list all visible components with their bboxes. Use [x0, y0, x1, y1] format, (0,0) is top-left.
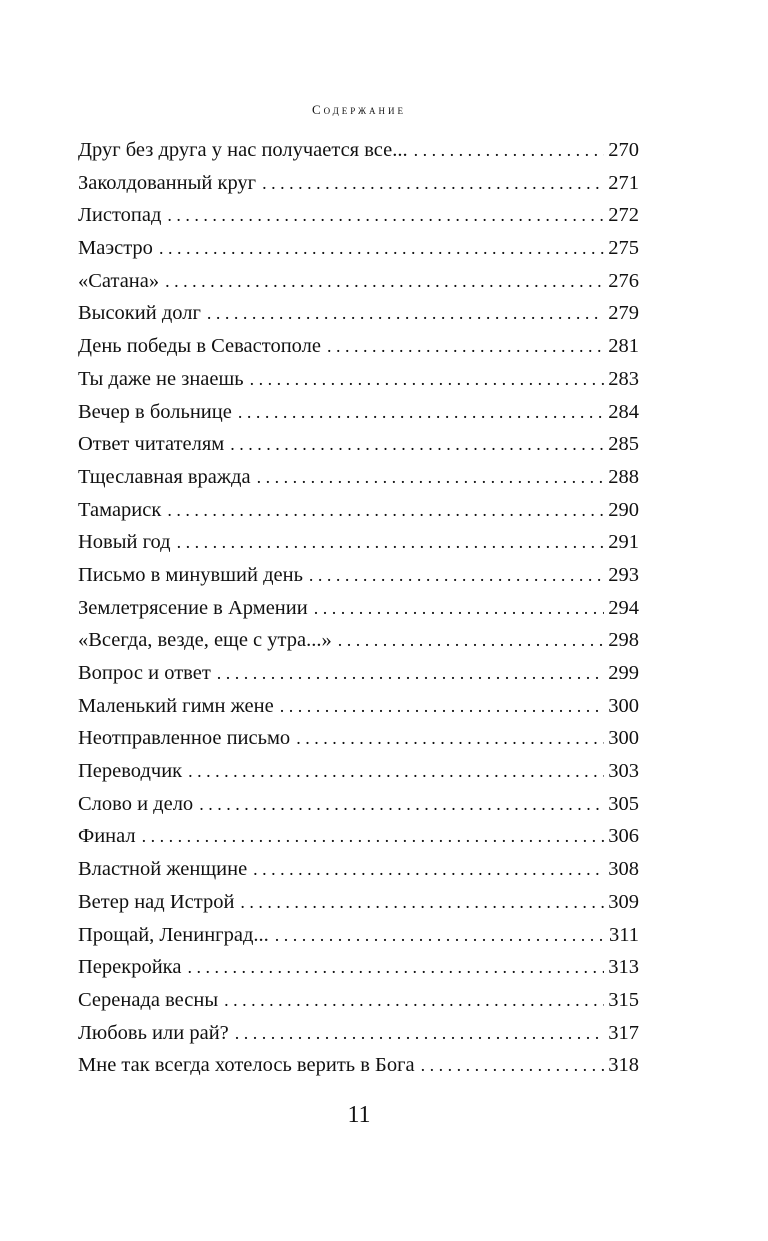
toc-entry-title: Маэстро	[78, 237, 153, 260]
toc-entry	[78, 1017, 639, 1050]
toc-entry-page: 270	[608, 139, 639, 161]
toc-entry-title: Ответ читателям	[78, 433, 225, 456]
toc-dot-leader	[159, 232, 604, 265]
toc-entry-page: 303	[608, 760, 639, 783]
toc-entry	[78, 755, 639, 788]
toc-entry-page: 285	[608, 433, 639, 456]
toc-entry-title: День победы в Севастополе	[78, 335, 321, 358]
toc-entry-page: 300	[608, 694, 639, 717]
toc-entry-page: 279	[608, 302, 639, 325]
toc-entry-page: 271	[608, 171, 639, 194]
toc-entry-title: Листопад	[78, 204, 162, 227]
toc-dot-leader	[235, 1017, 604, 1050]
toc-entry-title: Маленький гимн жене	[78, 694, 274, 717]
toc-entry-title: Письмо в минувший день	[78, 563, 303, 586]
toc-dot-leader	[177, 526, 605, 559]
toc-entry	[78, 363, 639, 396]
toc-dot-leader	[199, 788, 604, 821]
toc-entry-page: 313	[608, 956, 639, 979]
toc-entry-page: 290	[608, 498, 639, 521]
toc-entry	[78, 1049, 639, 1082]
toc-dot-leader	[142, 820, 605, 853]
toc-entry	[78, 494, 639, 527]
toc-dot-leader	[296, 722, 604, 755]
toc-entry-page: 293	[608, 563, 639, 586]
toc-entry	[78, 526, 639, 559]
toc-entry	[78, 657, 639, 690]
toc-entry	[78, 886, 639, 919]
running-header: Содержание	[311, 102, 407, 117]
toc-entry-page: 306	[608, 825, 639, 848]
toc-entry-title: Вопрос и ответ	[78, 662, 211, 684]
page-number: 11	[347, 1102, 371, 1128]
toc-entry	[78, 690, 639, 723]
toc-entry-page: 272	[608, 204, 639, 227]
toc-entry	[78, 722, 639, 755]
toc-dot-leader	[217, 657, 604, 690]
toc-entry	[78, 167, 639, 200]
toc-entry-page: 276	[608, 269, 639, 292]
toc-entry-page: 284	[608, 400, 639, 423]
toc-entry-title: Мне так всегда хотелось верить в Бога	[78, 1054, 415, 1077]
toc-entry-title: Слово и дело	[78, 792, 194, 815]
toc-entry	[78, 265, 639, 298]
toc-dot-leader	[275, 919, 605, 952]
toc-entry-page: 275	[608, 237, 639, 260]
toc-entry	[78, 396, 639, 429]
toc-entry-page: 294	[608, 596, 639, 619]
toc-entry-page: 318	[608, 1054, 639, 1077]
toc-entry-title: Перекройка	[78, 956, 182, 979]
toc-entry-title: Неотправленное письмо	[78, 727, 291, 750]
toc-entry-page: 283	[608, 367, 639, 390]
toc-entry-title: Тамариск	[78, 498, 162, 521]
toc-entry	[78, 984, 639, 1017]
toc-entry-title: Заколдованный круг	[78, 171, 257, 194]
toc-entry-page: 315	[608, 988, 639, 1011]
toc-dot-leader	[165, 265, 604, 298]
toc-entry-page: 300	[608, 727, 639, 750]
toc-dot-leader	[167, 199, 604, 232]
toc-dot-leader	[187, 951, 604, 984]
toc-entry-page: 288	[608, 465, 639, 488]
toc-dot-leader	[188, 755, 604, 788]
toc-dot-leader	[257, 461, 605, 494]
toc-entry	[78, 853, 639, 886]
toc-entry-title: «Сатана»	[78, 269, 160, 292]
toc-entry-page: 317	[608, 1021, 639, 1044]
toc-dot-leader	[250, 363, 605, 396]
toc-entry	[78, 232, 639, 265]
toc-entry-page: 298	[608, 629, 639, 652]
toc-entry-page: 281	[608, 335, 639, 358]
toc-entry	[78, 788, 639, 821]
toc-entry-title: Прощай, Ленинград...	[78, 923, 269, 946]
toc-entry-title: Высокий долг	[78, 302, 201, 325]
toc-entry-title: Властной женщине	[78, 858, 248, 881]
toc-entry-page: 291	[608, 531, 639, 554]
toc-entry-title: Ветер над Истрой	[78, 890, 235, 913]
toc-entry-page: 309	[608, 890, 639, 913]
toc-dot-leader	[207, 297, 604, 330]
toc-entry	[78, 428, 639, 461]
toc-entry-title: Друг без друга у нас получается все...	[78, 139, 408, 161]
toc-entry-page: 311	[609, 923, 639, 946]
toc-dot-leader	[414, 134, 605, 167]
toc-entry-page: 308	[608, 858, 639, 881]
toc-dot-leader	[253, 853, 604, 886]
toc-entry-title: Любовь или рай?	[78, 1021, 229, 1044]
toc-entry-title: «Всегда, везде, еще с утра...»	[78, 629, 332, 652]
toc-dot-leader	[238, 396, 604, 429]
toc-entry-title: Переводчик	[78, 760, 183, 783]
table-of-contents	[78, 134, 639, 1082]
toc-entry	[78, 919, 639, 952]
toc-dot-leader	[167, 494, 604, 527]
toc-entry	[78, 461, 639, 494]
toc-dot-leader	[262, 167, 604, 200]
toc-dot-leader	[338, 624, 605, 657]
toc-entry	[78, 199, 639, 232]
toc-entry-title: Ты даже не знаешь	[78, 367, 244, 390]
toc-dot-leader	[309, 559, 604, 592]
toc-entry	[78, 297, 639, 330]
toc-entry-title: Серенада весны	[78, 988, 219, 1011]
toc-entry	[78, 820, 639, 853]
toc-dot-leader	[280, 690, 605, 723]
toc-entry	[78, 592, 639, 625]
toc-dot-leader	[230, 428, 604, 461]
toc-entry-page: 305	[608, 792, 639, 815]
toc-dot-leader	[224, 984, 604, 1017]
toc-dot-leader	[327, 330, 604, 363]
toc-entry-title: Финал	[78, 825, 136, 848]
toc-dot-leader	[421, 1049, 605, 1082]
toc-entry-title: Тщеславная вражда	[78, 465, 251, 488]
toc-entry	[78, 559, 639, 592]
toc-entry	[78, 134, 639, 167]
toc-entry-title: Вечер в больнице	[78, 400, 232, 423]
toc-dot-leader	[240, 886, 604, 919]
toc-entry	[78, 330, 639, 363]
toc-entry-title: Землетрясение в Армении	[78, 596, 308, 619]
toc-entry-page: 299	[608, 662, 639, 684]
toc-entry	[78, 624, 639, 657]
toc-entry	[78, 951, 639, 984]
toc-dot-leader	[314, 592, 605, 625]
toc-entry-title: Новый год	[78, 531, 171, 554]
